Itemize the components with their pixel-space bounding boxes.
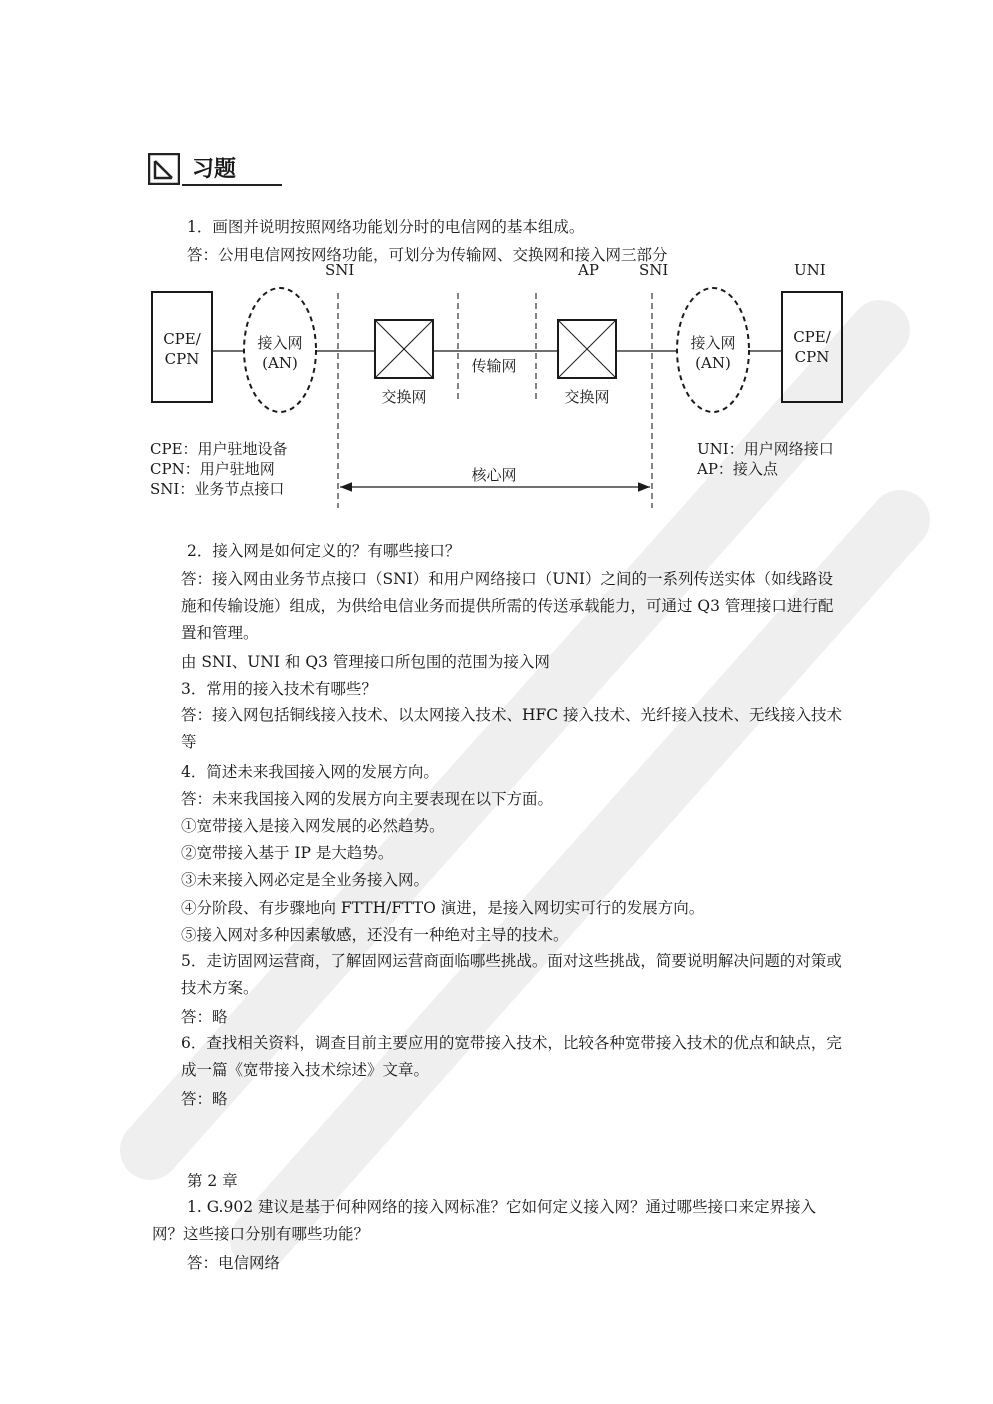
an-left-label-1: 接入网: [257, 334, 303, 352]
label-uni: UNI: [794, 261, 826, 279]
an-left-label-2: (AN): [262, 354, 298, 372]
core-network-label: 核心网: [471, 466, 517, 484]
legend-ap: AP：接入点: [697, 460, 778, 478]
section-corner-icon: [148, 153, 180, 185]
cpe-right-box: [782, 292, 842, 402]
q1-answer: 答：公用电信网按网络功能，可划分为传输网、交换网和接入网三部分: [187, 246, 668, 264]
q5-answer: 答：略: [181, 1008, 228, 1026]
label-ap: AP: [578, 261, 599, 279]
label-sni-left: SNI: [325, 261, 355, 279]
switch-left-label: 交换网: [381, 388, 427, 406]
cpe-left-label-2: CPN: [164, 350, 200, 368]
q1-question: 1．画图并说明按照网络功能划分时的电信网的基本组成。: [187, 218, 585, 236]
cpe-left-label-1: CPE/: [163, 330, 201, 348]
q4-question: 4．简述未来我国接入网的发展方向。: [181, 763, 439, 781]
q3-question: 3．常用的接入技术有哪些？: [181, 680, 377, 698]
q3-answer: 答：接入网包括铜线接入技术、以太网接入技术、HFC 接入技术、光纤接入技术、无线接入技术等: [181, 706, 843, 751]
chapter2-question: 1. G.902 建议是基于何种网络的接入网标准？它如何定义接入网？通过哪些接口来定界接入网？这些接口分别有哪些功能？: [152, 1198, 816, 1243]
q6-answer: 答：略: [181, 1090, 228, 1108]
q4-item: ④分阶段、有步骤地向 FTTH/FTTO 演进，是接入网切实可行的发展方向。: [181, 899, 705, 917]
q2-answer: 答：接入网由业务节点接口（SNI）和用户网络接口（UNI）之间的一系列传送实体（如线路设施和传输设施）组成，为供给电信业务而提供所需的传送承载能力，可通过 Q3 管理接口进行配置和管理。: [181, 570, 834, 642]
switch-right-label: 交换网: [564, 388, 610, 406]
section-header: [148, 150, 283, 188]
q4-item: ②宽带接入基于 IP 是大趋势。: [181, 844, 394, 862]
q4-answer: 答：未来我国接入网的发展方向主要表现在以下方面。: [181, 790, 554, 808]
q2-question: 2．接入网是如何定义的？有哪些接口？: [187, 542, 461, 560]
transport-label: 传输网: [471, 357, 517, 375]
cpe-right-label-1: CPE/: [793, 328, 831, 346]
chapter2-answer: 答：电信网络: [187, 1254, 281, 1272]
legend-sni: SNI：业务节点接口: [150, 480, 285, 498]
network-diagram: [140, 258, 860, 520]
q6-question: 6．查找相关资料，调查目前主要应用的宽带接入技术，比较各种宽带接入技术的优点和缺点，完成一篇《宽带接入技术综述》文章。: [181, 1034, 842, 1079]
q4-item: ⑤接入网对多种因素敏感，还没有一种绝对主导的技术。: [181, 926, 569, 944]
cpe-right-label-2: CPN: [794, 348, 830, 366]
q5-question: 5．走访固网运营商，了解固网运营商面临哪些挑战。面对这些挑战，简要说明解决问题的对策或技术方案。: [181, 952, 842, 997]
legend-cpe: CPE：用户驻地设备: [150, 440, 288, 458]
q4-item: ①宽带接入是接入网发展的必然趋势。: [181, 817, 445, 835]
chapter-heading: 第 2 章: [187, 1172, 238, 1190]
an-right-label-2: (AN): [695, 354, 731, 372]
q4-item: ③未来接入网必定是全业务接入网。: [181, 871, 430, 889]
an-right-label-1: 接入网: [690, 334, 736, 352]
q2-extra: 由 SNI、UNI 和 Q3 管理接口所包围的范围为接入网: [181, 653, 550, 671]
section-rule: [182, 184, 282, 186]
legend-uni: UNI：用户网络接口: [697, 440, 834, 458]
section-title: 习题: [192, 157, 237, 182]
label-sni-right: SNI: [639, 261, 669, 279]
legend-cpn: CPN：用户驻地网: [150, 460, 275, 478]
